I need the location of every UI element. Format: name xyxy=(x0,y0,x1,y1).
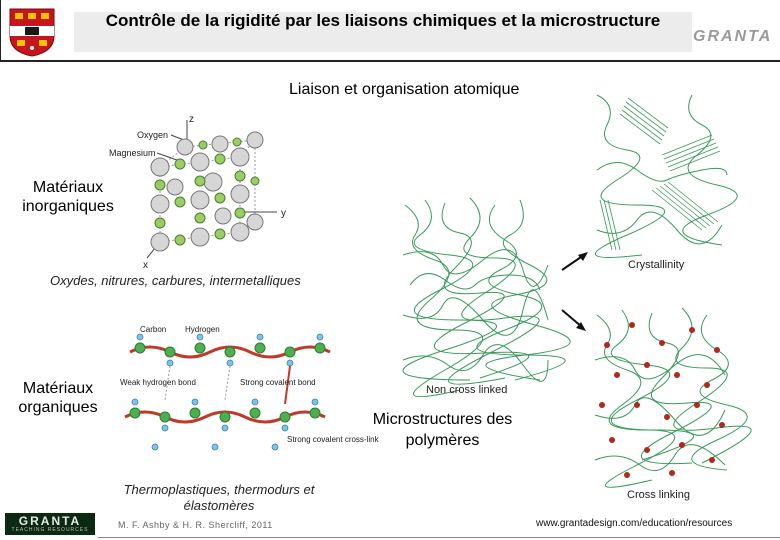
weak-hydrogen-bond-label: Weak hydrogen bond xyxy=(120,378,196,387)
crystallinity-caption: Crystallinity xyxy=(628,259,685,271)
covalent-crosslink-label: Strong covalent cross-link xyxy=(287,435,379,444)
carbon-label: Carbon xyxy=(140,325,167,334)
footer-logo-subtext: TEACHING RESOURCES xyxy=(11,527,89,533)
strong-covalent-bond-label: Strong covalent bond xyxy=(240,378,316,387)
mgo-crystal-structure-figure xyxy=(105,112,305,272)
organic-materials-label: Matériaux organiques xyxy=(18,380,98,416)
inorganic-materials-label: Matériaux inorganiques xyxy=(22,179,114,215)
header-left-border xyxy=(0,0,1,62)
axis-x-label: x xyxy=(143,260,148,271)
axis-y-label: y xyxy=(281,208,286,219)
inorganic-caption: Oxydes, nitrures, carbures, intermetalliques xyxy=(50,273,301,288)
university-crest-logo xyxy=(6,6,58,58)
magnesium-label: Magnesium xyxy=(109,148,156,158)
transformation-arrows xyxy=(558,245,592,335)
polymer-microstructures-label: Microstructures des polymères xyxy=(372,411,513,449)
polymer-chains-figure xyxy=(115,322,379,472)
header-divider xyxy=(0,60,780,62)
section-heading: Liaison et organisation atomique xyxy=(289,81,520,98)
oxygen-label: Oxygen xyxy=(137,130,169,140)
footer-logo-text: GRANTA xyxy=(18,514,82,528)
footer-divider xyxy=(98,537,780,538)
hydrogen-label: Hydrogen xyxy=(185,325,220,334)
axis-z-label: z xyxy=(189,114,194,125)
slide-title: Contrôle de la rigidité par les liaisons chimiques et la microstructure xyxy=(105,11,661,30)
non-crosslinked-caption: Non cross linked xyxy=(426,384,508,396)
cross-linking-caption: Cross linking xyxy=(627,489,690,501)
organic-caption: Thermoplastiques, thermodurs et élastomères xyxy=(123,482,315,513)
granta-logo: GRANTA xyxy=(693,28,773,45)
non-crosslinked-microstructure-figure xyxy=(400,195,548,385)
author-credit: M. F. Ashby & H. R. Shercliff, 2011 xyxy=(118,520,273,530)
resources-url: www.grantadesign.com/education/resources xyxy=(536,518,733,529)
crystallinity-microstructure-figure xyxy=(592,90,730,258)
arrow-up-head xyxy=(578,252,588,261)
footer-granta-logo xyxy=(5,513,95,535)
crosslinked-microstructure-figure xyxy=(592,305,730,485)
